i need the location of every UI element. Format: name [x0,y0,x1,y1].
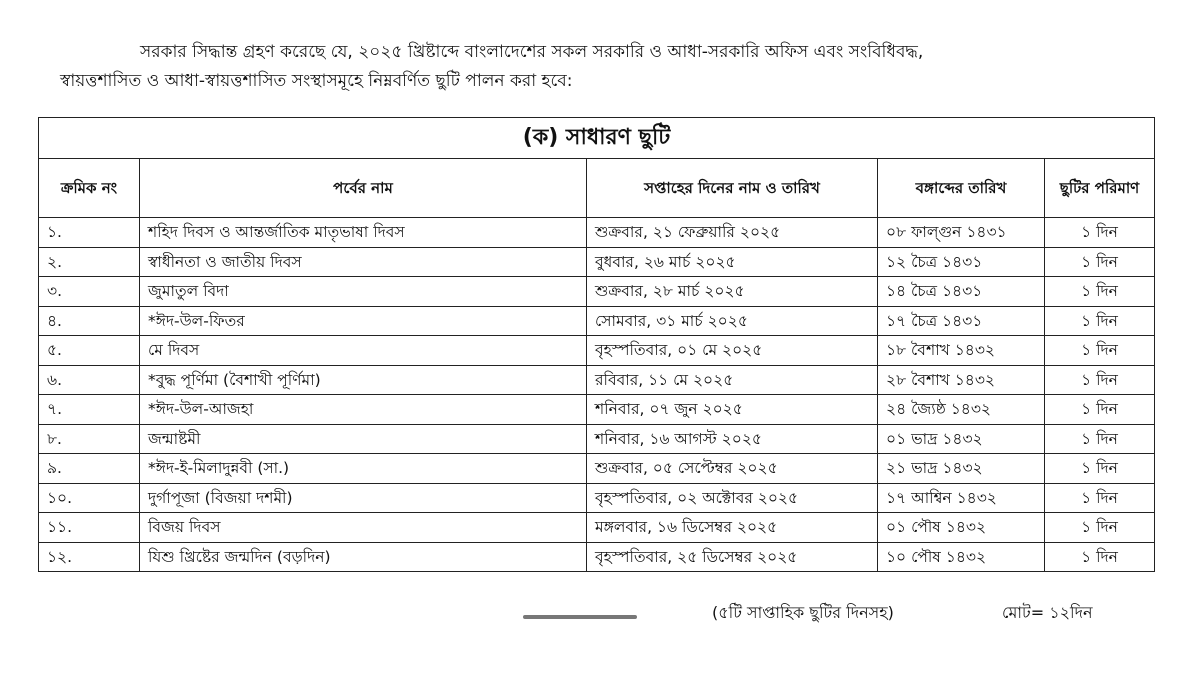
cell-serial: ২. [39,247,140,277]
cell-weekday-date: বুধবার, ২৬ মার্চ ২০২৫ [587,247,878,277]
cell-weekday-date: বৃহস্পতিবার, ০২ অক্টোবর ২০২৫ [587,483,878,513]
table-title-row [39,118,1155,159]
cell-duration: ১ দিন [1045,306,1155,336]
cell-name: *ঈদ-উল-আজহা [140,395,587,425]
cell-serial: ৩. [39,277,140,307]
table-row [39,365,1155,395]
cell-name: জন্মাষ্টমী [140,424,587,454]
cell-bangla-date: ১৮ বৈশাখ ১৪৩২ [878,336,1045,366]
cell-weekday-date: শুক্রবার, ২৮ মার্চ ২০২৫ [587,277,878,307]
cell-weekday-date: সোমবার, ৩১ মার্চ ২০২৫ [587,306,878,336]
table-row [39,218,1155,248]
header-weekday-date: সপ্তাহের দিনের নাম ও তারিখ [587,159,878,218]
cell-name: মে দিবস [140,336,587,366]
cell-serial: ৯. [39,454,140,484]
cell-serial: ১২. [39,542,140,572]
cell-duration: ১ দিন [1045,365,1155,395]
table-row [39,277,1155,307]
cell-bangla-date: ২১ ভাদ্র ১৪৩২ [878,454,1045,484]
cell-serial: ৭. [39,395,140,425]
header-bangla-date: বঙ্গাব্দের তারিখ [878,159,1045,218]
cell-name: যিশু খ্রিষ্টের জন্মদিন (বড়দিন) [140,542,587,572]
cell-duration: ১ দিন [1045,454,1155,484]
cell-duration: ১ দিন [1045,395,1155,425]
cell-weekday-date: বৃহস্পতিবার, ২৫ ডিসেম্বর ২০২৫ [587,542,878,572]
table-row [39,247,1155,277]
cell-weekday-date: শনিবার, ০৭ জুন ২০২৫ [587,395,878,425]
header-duration: ছুটির পরিমাণ [1045,159,1155,218]
header-name: পর্বের নাম [140,159,587,218]
table-header-row [39,159,1155,218]
cell-bangla-date: ০১ ভাদ্র ১৪৩২ [878,424,1045,454]
cell-bangla-date: ১৭ আশ্বিন ১৪৩২ [878,483,1045,513]
cell-name: জুমাতুল বিদা [140,277,587,307]
general-holidays-table [38,117,1155,572]
intro-line-2: স্বায়ত্তশাসিত ও আধা-স্বায়ত্তশাসিত সংস্থাসমূহে নিম্নবর্ণিত ছুটি পালন করা হবে: [60,71,573,91]
cell-duration: ১ দিন [1045,247,1155,277]
table-row [39,424,1155,454]
cell-serial: ৮. [39,424,140,454]
cell-serial: ১০. [39,483,140,513]
cell-name: *ঈদ-ই-মিলাদুন্নবী (সা.) [140,454,587,484]
cell-duration: ১ দিন [1045,424,1155,454]
cell-serial: ৬. [39,365,140,395]
cell-bangla-date: ২৮ বৈশাখ ১৪৩২ [878,365,1045,395]
cell-duration: ১ দিন [1045,218,1155,248]
cell-bangla-date: ০৮ ফাল্গুন ১৪৩১ [878,218,1045,248]
table-row [39,483,1155,513]
table-row [39,336,1155,366]
intro-paragraph [60,38,1160,96]
cell-name: *ঈদ-উল-ফিতর [140,306,587,336]
table-row [39,454,1155,484]
table-row [39,542,1155,572]
header-serial: ক্রমিক নং [39,159,140,218]
cell-bangla-date: ০১ পৌষ ১৪৩২ [878,513,1045,543]
cell-weekday-date: মঙ্গলবার, ১৬ ডিসেম্বর ২০২৫ [587,513,878,543]
cell-name: বিজয় দিবস [140,513,587,543]
cell-duration: ১ দিন [1045,336,1155,366]
table-row [39,513,1155,543]
cell-weekday-date: বৃহস্পতিবার, ০১ মে ২০২৫ [587,336,878,366]
cell-duration: ১ দিন [1045,277,1155,307]
footer-total: মোট= ১২দিন [1002,603,1093,622]
divider-rule [523,615,637,619]
cell-serial: ১১. [39,513,140,543]
cell-bangla-date: ১৪ চৈত্র ১৪৩১ [878,277,1045,307]
table-footer [0,598,1200,628]
cell-serial: ৪. [39,306,140,336]
table-row [39,306,1155,336]
cell-weekday-date: শুক্রবার, ২১ ফেব্রুয়ারি ২০২৫ [587,218,878,248]
cell-name: শহিদ দিবস ও আন্তর্জাতিক মাতৃভাষা দিবস [140,218,587,248]
table-title: (ক) সাধারণ ছুটি [39,118,1155,159]
cell-duration: ১ দিন [1045,542,1155,572]
cell-weekday-date: শুক্রবার, ০৫ সেপ্টেম্বর ২০২৫ [587,454,878,484]
cell-duration: ১ দিন [1045,483,1155,513]
cell-serial: ১. [39,218,140,248]
cell-name: স্বাধীনতা ও জাতীয় দিবস [140,247,587,277]
cell-bangla-date: ১০ পৌষ ১৪৩২ [878,542,1045,572]
intro-line-1: সরকার সিদ্ধান্ত গ্রহণ করেছে যে, ২০২৫ খ্রিষ্টাব্দে বাংলাদেশের সকল সরকারি ও আধা-সরকারি অফিস এবং সংবিধিবদ্ধ, [140,42,924,62]
table-row [39,395,1155,425]
cell-bangla-date: ১২ চৈত্র ১৪৩১ [878,247,1045,277]
cell-name: দুর্গাপূজা (বিজয়া দশমী) [140,483,587,513]
cell-bangla-date: ১৭ চৈত্র ১৪৩১ [878,306,1045,336]
cell-name: *বুদ্ধ পূর্ণিমা (বৈশাখী পূর্ণিমা) [140,365,587,395]
cell-bangla-date: ২৪ জ্যৈষ্ঠ ১৪৩২ [878,395,1045,425]
footer-note: (৫টি সাপ্তাহিক ছুটির দিনসহ) [712,603,894,622]
cell-duration: ১ দিন [1045,513,1155,543]
cell-weekday-date: শনিবার, ১৬ আগস্ট ২০২৫ [587,424,878,454]
cell-weekday-date: রবিবার, ১১ মে ২০২৫ [587,365,878,395]
cell-serial: ৫. [39,336,140,366]
